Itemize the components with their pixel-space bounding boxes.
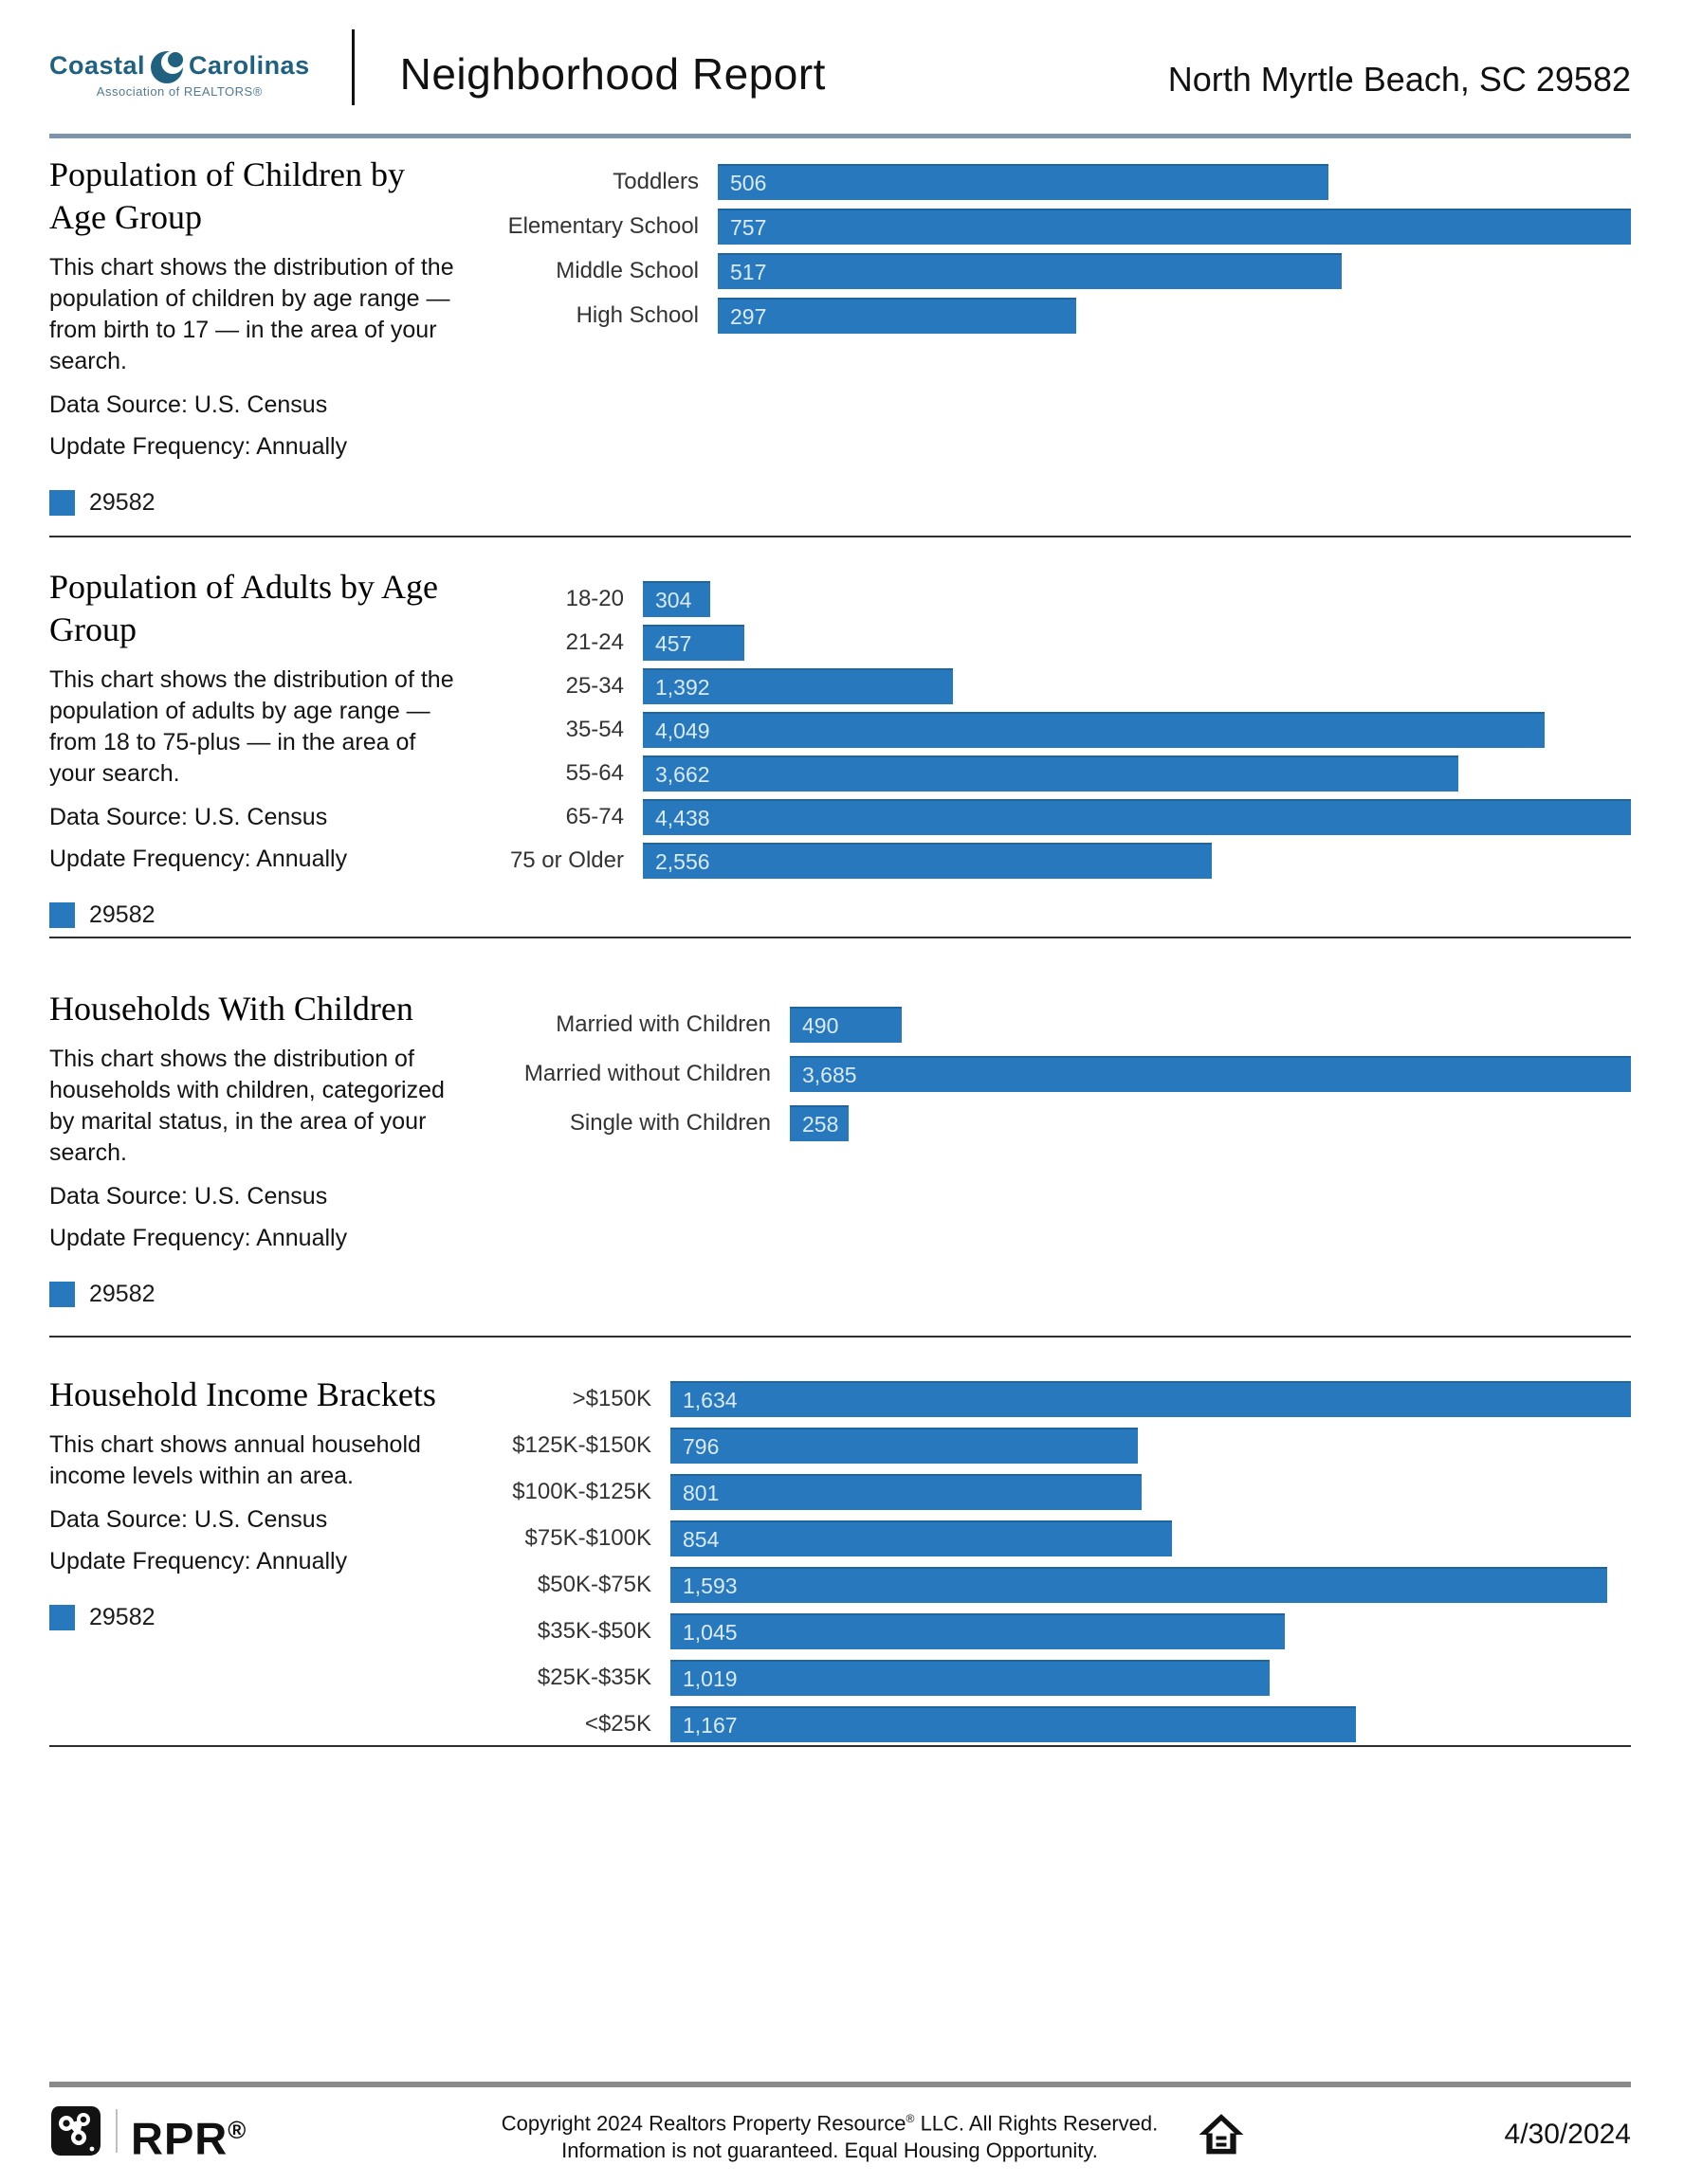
bar: [643, 799, 1631, 835]
section-description: This chart shows annual household income levels within an area.: [49, 1431, 421, 1489]
bar: [670, 1660, 1270, 1696]
bar: [670, 1520, 1172, 1556]
chart-row: [467, 1660, 1631, 1696]
bar-value-label: 3,685: [802, 1062, 857, 1087]
bar: [670, 1428, 1138, 1464]
section-title: Population of Children by Age Group: [49, 155, 405, 236]
chart-row: [467, 1381, 1631, 1417]
category-label: $35K-$50K: [537, 1618, 651, 1644]
adults-age-bar-chart: [467, 581, 1631, 937]
section-title: Population of Adults by Age Group: [49, 568, 439, 648]
bar-value-label: 258: [802, 1111, 839, 1137]
chart-row: [467, 164, 1631, 200]
bar-track: [670, 1381, 1631, 1417]
category-label: $25K-$35K: [537, 1665, 651, 1690]
bar: [643, 625, 744, 661]
section-description: This chart shows the distribution of the population of adults by age range — from 18 to 75-plus — in the area of your search.: [49, 666, 454, 787]
chart-row: [467, 209, 1631, 245]
category-label: Married without Children: [523, 1061, 771, 1086]
bar-track: [670, 1520, 1631, 1556]
chart-legend: [49, 489, 467, 517]
category-label: $75K-$100K: [524, 1525, 651, 1551]
households-with-children-section: [49, 938, 1631, 1338]
category-label: $100K-$125K: [512, 1479, 651, 1504]
bar-track: [790, 1007, 1631, 1043]
bar-value-label: 2,556: [655, 848, 710, 874]
bar: [643, 581, 710, 617]
legend-swatch: [49, 902, 75, 928]
bar: [643, 755, 1458, 792]
rpr-logo: [49, 2104, 334, 2166]
chart-row: [467, 1706, 1631, 1742]
rpr-registered-mark: ®: [228, 2118, 247, 2144]
legend-label: 29582: [89, 901, 156, 928]
section-description: This chart shows the distribution of households with children, categorized by marital status, in the area of your search.: [49, 1046, 445, 1166]
chart-legend: [49, 1604, 467, 1631]
bar-value-label: 457: [655, 630, 692, 656]
brand-word-carolinas: Carolinas: [189, 50, 310, 80]
bar-track: [718, 164, 1631, 200]
bar: [643, 668, 953, 704]
section-info: [49, 1374, 467, 1745]
chart-row: [467, 712, 1631, 748]
category-label: Married with Children: [556, 1011, 771, 1037]
copyright-line-2: Information is not guaranteed. Equal Housing Opportunity.: [561, 2138, 1098, 2163]
chart-row: [467, 1056, 1631, 1092]
bar: [718, 298, 1076, 334]
bar-track: [643, 581, 1631, 617]
bar-value-label: 4,049: [655, 718, 710, 743]
chart-row: [467, 253, 1631, 289]
bar-track: [670, 1567, 1631, 1603]
update-frequency: Update Frequency: Annually: [49, 1548, 348, 1574]
legend-label: 29582: [89, 1281, 156, 1307]
bar: [670, 1474, 1142, 1510]
rpr-icon: [49, 2104, 102, 2157]
chart-legend: [49, 1281, 467, 1308]
income-brackets-bar-chart: [467, 1381, 1631, 1745]
data-source: Data Source: U.S. Census: [49, 391, 328, 418]
bar-value-label: 297: [730, 303, 767, 329]
chart-row: [467, 799, 1631, 835]
category-label: Middle School: [556, 258, 699, 283]
bar-track: [718, 209, 1631, 245]
category-label: 18-20: [565, 586, 624, 611]
bar: [790, 1056, 1631, 1092]
rpr-logo-divider: [116, 2109, 118, 2153]
bar-track: [670, 1428, 1631, 1464]
data-source: Data Source: U.S. Census: [49, 1183, 328, 1210]
category-label: >$150K: [572, 1386, 651, 1411]
bar-value-label: 506: [730, 170, 767, 195]
chart-row: [467, 1613, 1631, 1649]
section-title: Households With Children: [49, 990, 413, 1028]
bar-value-label: 304: [655, 587, 692, 612]
section-description: This chart shows the distribution of the population of children by age range — from birth to 17 — in the area of your search.: [49, 254, 454, 374]
bar-value-label: 1,045: [683, 1619, 738, 1645]
section-info: [49, 154, 467, 536]
bar-value-label: 517: [730, 259, 767, 284]
equal-housing-opportunity-icon: [1198, 2111, 1245, 2158]
legend-label: 29582: [89, 1604, 156, 1630]
chart-row: [467, 843, 1631, 879]
bar: [670, 1706, 1356, 1742]
bar-value-label: 1,634: [683, 1387, 738, 1412]
legend-swatch: [49, 1605, 75, 1630]
bar-value-label: 796: [683, 1433, 720, 1459]
section-info: [49, 566, 467, 937]
bar: [643, 843, 1212, 879]
chart-row: [467, 1105, 1631, 1141]
bar-value-label: 1,019: [683, 1665, 738, 1691]
category-label: Elementary School: [507, 213, 699, 239]
bar-value-label: 801: [683, 1480, 720, 1505]
category-label: High School: [576, 302, 699, 328]
bar-value-label: 4,438: [655, 805, 710, 830]
population-children-section: [49, 138, 1631, 537]
bar-value-label: 1,593: [683, 1573, 738, 1598]
category-label: $50K-$75K: [537, 1572, 651, 1597]
report-header: [49, 0, 1631, 134]
rpr-wordmark: RPR®: [131, 2113, 247, 2164]
bar-track: [670, 1474, 1631, 1510]
legend-label: 29582: [89, 489, 156, 516]
bar-value-label: 3,662: [655, 761, 710, 787]
bar-track: [643, 755, 1631, 792]
category-label: Toddlers: [613, 169, 699, 194]
bar: [718, 164, 1328, 200]
category-label: <$25K: [584, 1711, 651, 1737]
report-footer: [49, 2087, 1631, 2166]
brand-word-coastal: Coastal: [49, 50, 146, 80]
footer-center: [334, 2105, 1413, 2164]
bar: [790, 1105, 849, 1141]
bar-track: [670, 1706, 1631, 1742]
section-info: [49, 988, 467, 1336]
bar-track: [643, 712, 1631, 748]
chart-row: [467, 625, 1631, 661]
chart-legend: [49, 901, 467, 929]
chart-row: [467, 298, 1631, 334]
bar-track: [670, 1613, 1631, 1649]
chart-row: [467, 1007, 1631, 1043]
section-title: Household Income Brackets: [49, 1375, 436, 1413]
bar: [790, 1007, 902, 1043]
chart-row: [467, 581, 1631, 617]
bar-track: [643, 799, 1631, 835]
bar-value-label: 490: [802, 1012, 839, 1038]
category-label: 21-24: [565, 629, 624, 655]
households-children-bar-chart: [467, 1007, 1631, 1336]
bar: [670, 1613, 1285, 1649]
category-label: 25-34: [565, 673, 624, 699]
bottom-whitespace: [49, 1747, 1631, 2082]
bar-value-label: 1,392: [655, 674, 710, 700]
category-label: 65-74: [565, 804, 624, 829]
population-adults-section: [49, 537, 1631, 938]
update-frequency: Update Frequency: Annually: [49, 846, 348, 872]
chart-row: [467, 668, 1631, 704]
chart-row: [467, 755, 1631, 792]
bar: [670, 1567, 1607, 1603]
children-age-bar-chart: [467, 164, 1631, 536]
data-source: Data Source: U.S. Census: [49, 804, 328, 830]
report-date: 4/30/2024: [1504, 2119, 1631, 2151]
bar-track: [670, 1660, 1631, 1696]
brand-c-wave-icon: [149, 48, 187, 86]
chart-row: [467, 1520, 1631, 1556]
bar-track: [643, 625, 1631, 661]
bar-track: [718, 253, 1631, 289]
bar: [670, 1381, 1631, 1417]
update-frequency: Update Frequency: Annually: [49, 1225, 348, 1251]
bar-track: [643, 668, 1631, 704]
category-label: 35-54: [565, 717, 624, 742]
bar: [718, 209, 1631, 245]
category-label: $125K-$150K: [512, 1432, 651, 1458]
legend-swatch: [49, 490, 75, 516]
update-frequency: Update Frequency: Annually: [49, 433, 348, 460]
bar-track: [643, 843, 1631, 879]
household-income-section: [49, 1338, 1631, 1747]
bar-value-label: 854: [683, 1526, 720, 1552]
chart-row: [467, 1567, 1631, 1603]
bar-value-label: 1,167: [683, 1712, 738, 1738]
report-location: North Myrtle Beach, SC 29582: [1167, 59, 1631, 99]
page-title: Neighborhood Report: [399, 48, 826, 99]
bar-track: [790, 1105, 1631, 1141]
coastal-carolinas-logo: [49, 48, 310, 99]
bar-track: [718, 298, 1631, 334]
category-label: 75 or Older: [509, 847, 624, 873]
legend-swatch: [49, 1282, 75, 1307]
copyright-line-1: Copyright 2024 Realtors Property Resource® LLC. All Rights Reserved.: [501, 2111, 1159, 2136]
bar: [718, 253, 1342, 289]
copyright-text: [502, 2105, 1158, 2164]
header-vertical-divider: [352, 29, 355, 105]
bar: [643, 712, 1545, 748]
bar-value-label: 757: [730, 214, 767, 240]
chart-row: [467, 1474, 1631, 1510]
data-source: Data Source: U.S. Census: [49, 1506, 328, 1533]
brand-subtitle: Association of REALTORS®: [96, 84, 263, 99]
bar-track: [790, 1056, 1631, 1092]
category-label: 55-64: [565, 760, 624, 786]
category-label: Single with Children: [569, 1110, 771, 1136]
chart-row: [467, 1428, 1631, 1464]
